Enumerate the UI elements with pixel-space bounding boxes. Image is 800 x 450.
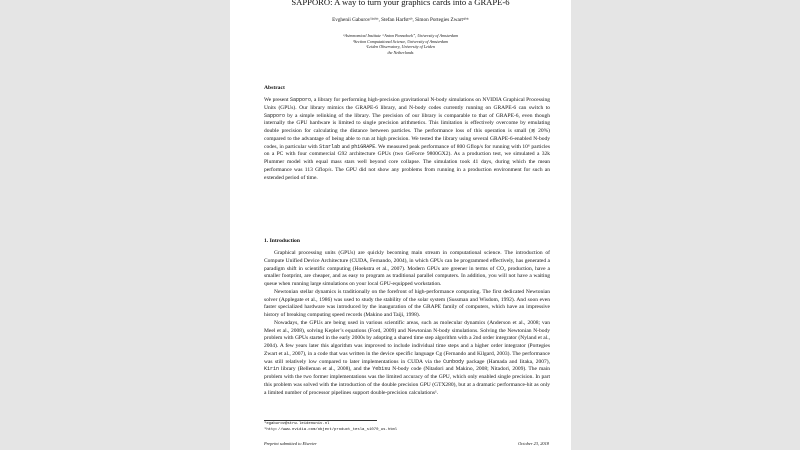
intro-paragraph: Graphical processing units (GPUs) are quickly becoming main stream in computational science. The introduction of Compute Unified Device Architecture (CUDA, Fernando, 2004), in which GPUs can be programmed effectively, has generated a paradigm shift in scientific computing (Hoekstra et al., 2007). Modern GPUs are greener in terms of CO₂ production, have a smaller footprint, are cheaper, and as easy to program as traditional parallel computers. In addition, you will not have a waiting queue when running large simulations on your local GPU-equipped workstation. [264,250,550,287]
footnote-email: ¹egaburov@strw.leidenuniv.nl [264,422,330,426]
code-starlab: Starlab [319,143,341,150]
code-phigrape: phiGRAPE [351,143,376,150]
affiliation-c: ᶜLeiden Observatory, University of Leiden [366,44,435,50]
footer-preprint: Preprint submitted to Elsevier [264,441,317,446]
introduction-body [264,250,550,397]
code-yebisu: Yebisu [372,366,391,373]
affiliations [230,33,571,55]
footnote-rule [264,420,377,421]
affiliation-country: the Netherlands [387,49,414,55]
author-list: Evghenii Gaburov¹ʲᵃʲᵇʲᶜ, Stefan Harfstᵃʲᵇ, Simon Portegies Zwartᵃʲᵇʲᶜ [332,17,469,23]
abstract-heading: Abstract [264,85,285,91]
abstract-body: We present Sapporo, a library for performing high-precision gravitational N-body simulations on NVIDIA Graphical Processing Units (GPUs). Our library mimics the GRAPE-6 library, and N-body codes currently running on GRAPE-6 can switch to Sapporo by a simple relinking of the library. The precision of our library is comparable to that of GRAPE-6, even though internally the GPU hardware is limited to single precision arithmetics. This limitation is effectively overcome by emulating double precision for calculating the distance between particles. The performance loss of this operation is small (≲ 20%) compared to the advantage of being able to run at high precision. We tested the library using several GRAPE-6-enabled N-body codes, in particular with Starlab and phiGRAPE. We measured peak performance of 800 Gflop/s for running with 10⁶ particles on a PC with four commercial G92 architecture GPUs (two GeForce 9800GX2). As a production test, we simulated a 32k Plummer model with equal mass stars well beyond core collapse. The simulation took 41 days, during which the mean performance was 113 Gflop/s. The GPU did not show any problems from running in a production environment for such an extended period of time. [264,97,551,181]
code-cunbody: Cunbody [443,358,465,365]
code-kirin: Kirin [264,366,280,373]
footer-date: October 23, 2018 [518,441,549,446]
footnote-url: ¹http://www.nvidia.com/object/product_tesla_s1070_us.html [264,428,398,432]
affiliation-b: ᵇSection Computational Science, University of Amsterdam [352,38,448,44]
intro-paragraph: Nowadays, the GPUs are being used in various scientific areas, such as molecular dynamics (Anderson et al., 2008; van Meel et al., 2008), solving Kepler’s equations (Ford, 2009) and Newtonian N-body simulations. Solving the Newtonian N-body problem with GPUs started in the early 2000s by adopting a shared time step algorithm with a 2nd order integrator (Nyland et al., 2004). A few years later this algorithm was improved to include individual time steps and a higher order integrator (Portegies Zwart et al., 2007), in a code that was written in the device specific language Cg (Fernando and Kilgard, 2003). The performance was still relatively low compared to later implementations in CUDA via the Cunbody package (Hamada and Iitaka, 2007), Kirin library (Belleman et al., 2008), and the Yebisu N-body code (Nitadori and Makino, 2008; Nitadori, 2009). The main problem with the two former implementations was the limited accuracy of the GPU, which only enabled single precision. In part this problem was solved with the introduction of the double precision GPU (GTX280), but at a dramatic performance-hit as only a limited number of processor pipelines support double-precision calculations¹. [264,319,551,396]
left-margin-background [0,0,230,450]
code-sapporo: Sapporo [289,97,311,103]
introduction-heading: 1. Introduction [264,238,300,244]
right-margin-background [571,0,800,450]
affiliation-a: ᵃAstronomical Institute “Anton Pannekoek”, University of Amsterdam [342,33,459,38]
code-sapporo: Sapporo [264,112,286,119]
document-page [230,0,571,450]
paper-title: SAPPORO: A way to turn your graphics cards into a GRAPE-6 [291,0,510,7]
intro-paragraph: Newtonian stellar dynamics is traditionally on the forefront of high-performance computing. The first dedicated Newtonian solver (Applegate et al., 1986) was used to study the stability of the solar system (Sussman and Wisdom, 1992). And soon even faster specialized hardware was introduced by the inauguration of the GRAPE family of computers, which have an impressive history of breaking computing speed records (Makino and Taiji, 1998). [264,288,550,318]
